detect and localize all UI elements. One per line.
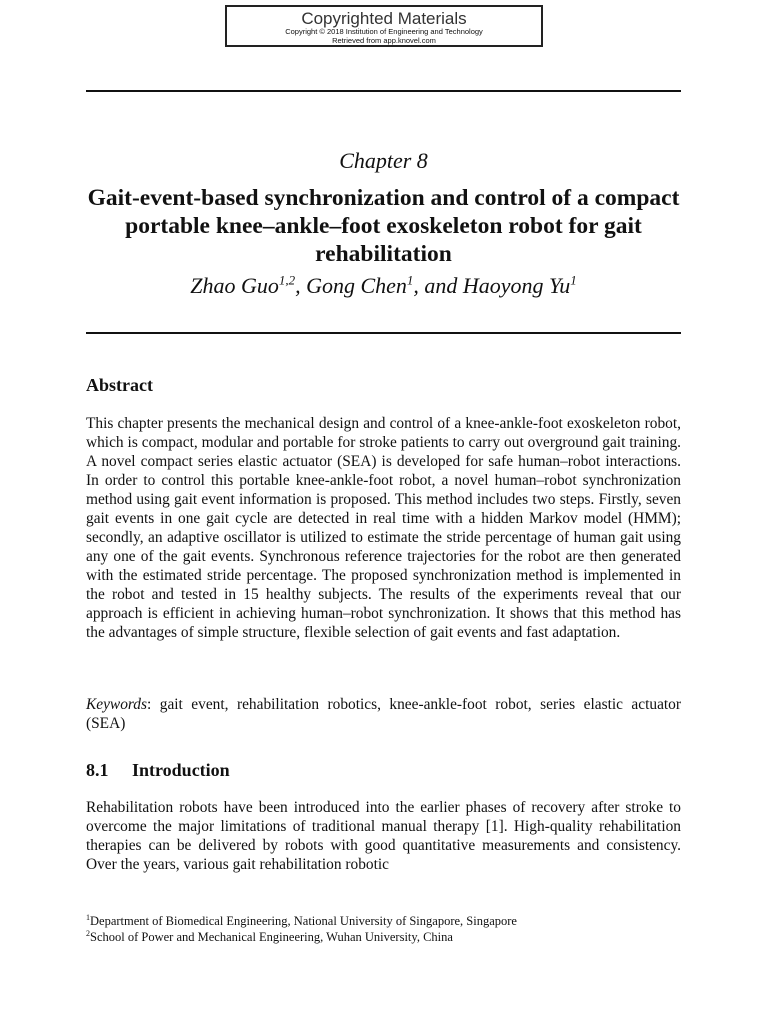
author-affiliation: 1,2 (278, 272, 296, 288)
chapter-title: Gait-event-based synchronization and control of a compact portable knee–ankle–foot exoskeleton robot for gait rehabilitation (87, 185, 680, 267)
author-name: Haoyong Yu (462, 273, 571, 298)
author-list (86, 272, 681, 300)
footnote-mark: 2 (86, 928, 90, 938)
footnote-text: Department of Biomedical Engineering, National University of Singapore, Singapore (90, 914, 517, 928)
bottom-divider (86, 332, 681, 334)
copyright-line: Copyright © 2018 Institution of Engineering and Technology (285, 27, 483, 36)
footnote-mark: 1 (86, 912, 90, 922)
author-affiliation: 1 (406, 272, 414, 288)
author-affiliation: 1 (570, 272, 577, 288)
footnotes (86, 913, 681, 945)
keywords-label: Keywords (86, 696, 147, 713)
keywords-text: : gait event, rehabilitation robotics, knee-ankle-foot robot, series elastic actuator (SEA) (86, 696, 681, 732)
introduction-heading (86, 759, 230, 781)
footnote (86, 913, 681, 929)
abstract-heading: Abstract (86, 375, 153, 395)
section-number: 8.1 (86, 760, 109, 780)
author-separator: , and (413, 273, 463, 298)
section-title: Introduction (132, 760, 230, 780)
abstract-text: This chapter presents the mechanical design and control of a knee-ankle-foot exoskeleton robot, which is compact, modular and portable for stroke patients to carry out overground gait training. A novel compact series elastic actuator (SEA) is developed for safe human–robot interactions. In order to control this portable knee-ankle-foot robot, a novel human–robot synchronization method using gait event information is proposed. This method includes two steps. Firstly, seven gait events in one gait cycle are detected in real time with a hidden Markov model (HMM); secondly, an adaptive oscillator is utilized to estimate the stride percentage of human gait using any one of the gait events. Synchronous reference trajectories for the robot are then generated with the estimated stride percentage. The proposed synchronization method is implemented in the robot and tested in 15 healthy subjects. The results of the experiments reveal that our approach is efficient in achieving human–robot synchronization. It shows that this method has the advantages of simple structure, flexible selection of gait events and fast adaptation. (86, 415, 681, 641)
copyright-notice (225, 5, 543, 47)
chapter-label: Chapter 8 (339, 148, 428, 173)
keywords (86, 695, 681, 733)
copyright-source: Retrieved from app.knovel.com (332, 35, 436, 45)
introduction-text: Rehabilitation robots have been introduced into the earlier phases of recovery after stroke to overcome the major limitations of traditional manual therapy [1]. High-quality rehabilitation therapies can be delivered by robots with good quantitative measurements and consistency. Over the years, various gait rehabilitation robotic (86, 799, 681, 873)
author-name: Zhao Guo (190, 273, 279, 298)
top-divider (86, 90, 681, 92)
footnote-text: School of Power and Mechanical Engineering, Wuhan University, China (90, 930, 453, 944)
copyright-title: Copyrighted Materials (301, 9, 467, 28)
author-separator: , (295, 273, 307, 298)
footnote (86, 929, 681, 945)
author-name: Gong Chen (306, 273, 407, 298)
